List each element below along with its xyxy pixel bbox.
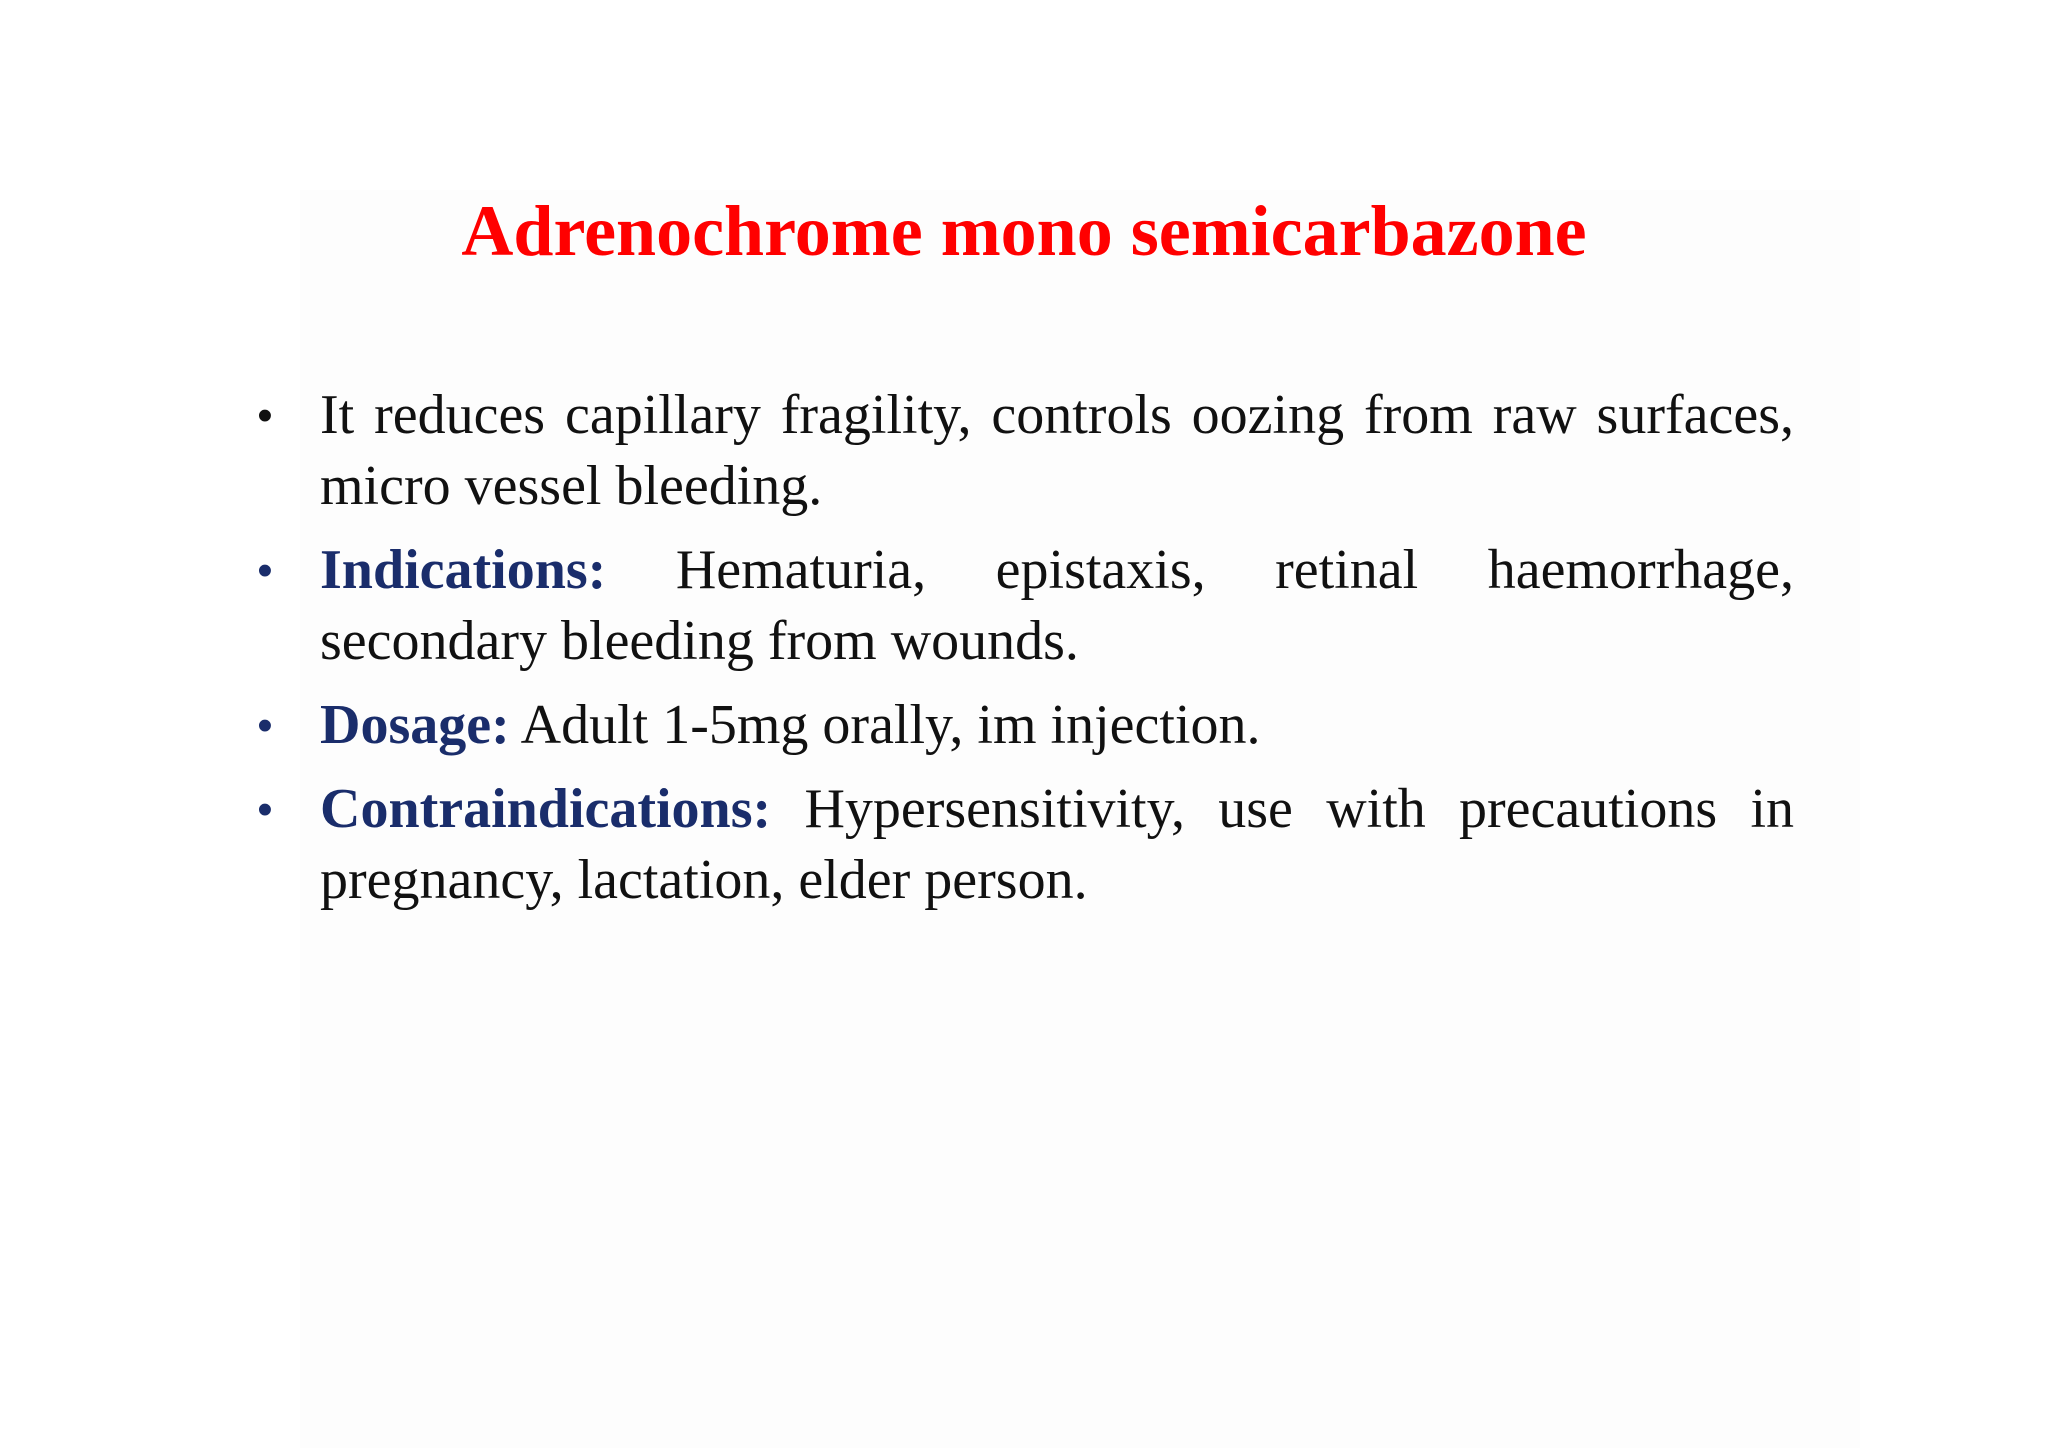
bullet-item [250, 690, 1794, 761]
slide-title: Adrenochrome mono semicarbazone [461, 191, 1587, 271]
bullet-dot-icon: • [257, 391, 273, 440]
bullet-label: Indications: [320, 539, 607, 601]
bullet-text: Hypersensitivity, use with precautions in pregnancy, lactation, elder person. [320, 778, 1794, 911]
bullet-dot-icon: • [257, 546, 273, 595]
bullet-text: It reduces capillary fragility, controls oozing from raw surfaces, micro vessel bleeding. [320, 384, 1794, 517]
bullet-label: Contraindications: [320, 778, 772, 840]
bullet-dot-icon: • [257, 785, 273, 834]
bullet-item [250, 380, 1794, 522]
bullet-item [250, 774, 1794, 916]
bullet-text: Hematuria, epistaxis, retinal haemorrhage, secondary bleeding from wounds. [320, 539, 1794, 672]
bullet-item [250, 535, 1794, 677]
bullet-text: Adult 1-5mg orally, im injection. [509, 694, 1261, 756]
bullet-label: Dosage: [320, 694, 510, 756]
bullet-dot-icon: • [257, 701, 273, 750]
bullet-list [250, 380, 1794, 929]
